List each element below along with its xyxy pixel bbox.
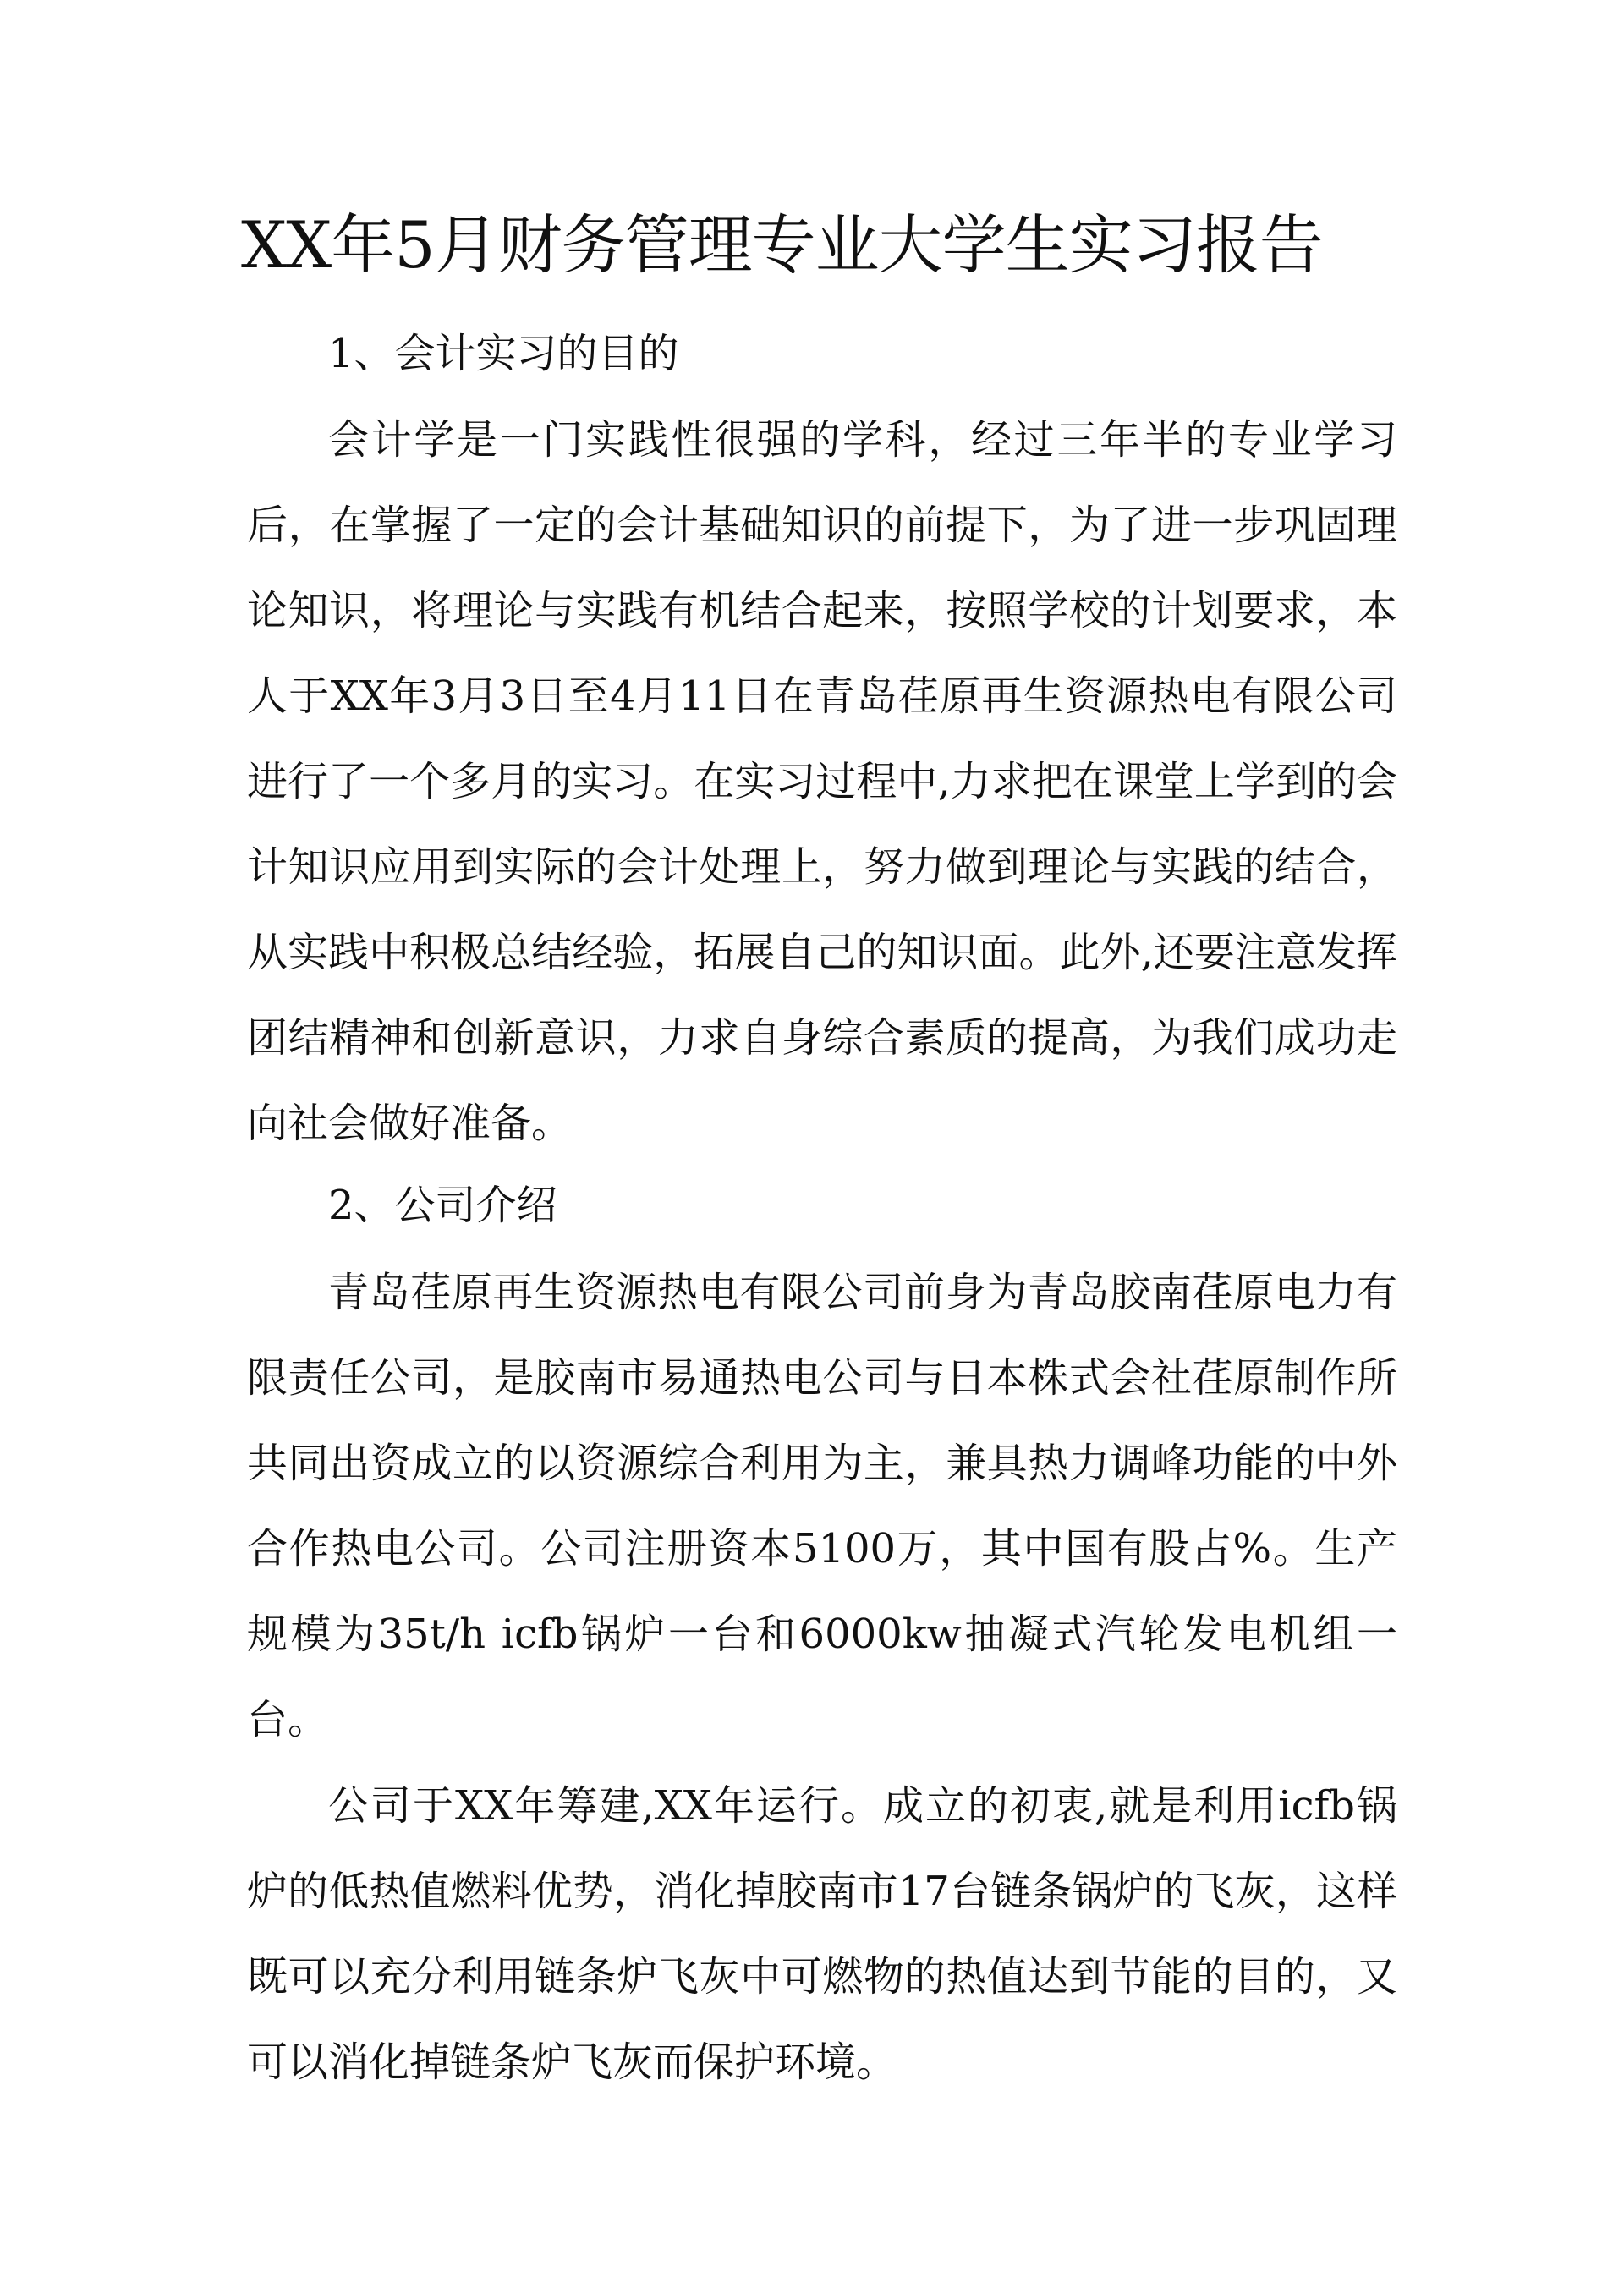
section-heading-text: 2、公司介绍 — [328, 1182, 557, 1229]
paragraph: 会计学是一门实践性很强的学科，经过三年半的专业学习后，在掌握了一定的会计基础知识的前提下，为了进一步巩固理论知识，将理论与实践有机结合起来，按照学校的计划要求，本人于XX年3月3日至4月11日在青岛荏原再生资源热电有限公司进行了一个多月的实习。在实习过程中,力求把在课堂上学到的会计知识应用到实际的会计处理上，努力做到理论与实践的结合，从实践中积极总结经验，拓展自己的知识面。此外,还要注意发挥团结精神和创新意识，力求自身综合素质的提高，为我们成功走向社会做好准备。 — [247, 416, 1397, 1147]
section-1-body — [247, 398, 1397, 1166]
paragraph: 公司于XX年筹建,XX年运行。成立的初衷,就是利用icfb锅炉的低热值燃料优势，消化掉胶南市17台链条锅炉的飞灰，这样既可以充分利用链条炉飞灰中可燃物的热值达到节能的目的，又可以消化掉链条炉飞灰而保护环境。 — [247, 1782, 1397, 2086]
section-2-body-para-1 — [247, 1250, 1397, 1763]
document-title: XX年5月财务管理专业大学生实习报告 — [241, 207, 1323, 283]
section-2-body-para-2 — [247, 1764, 1397, 2105]
section-heading-text: 1、会计实习的目的 — [328, 330, 679, 377]
paragraph: 青岛荏原再生资源热电有限公司前身为青岛胶南荏原电力有限责任公司，是胶南市易通热电公司与日本株式会社荏原制作所共同出资成立的以资源综合利用为主，兼具热力调峰功能的中外合作热电公司。公司注册资本5100万，其中国有股占%。生产规模为35t/h icfb锅炉一台和6000kw抽凝式汽轮发电机组一台。 — [247, 1269, 1397, 1743]
section-heading-2 — [247, 1163, 1397, 1249]
section-heading-1 — [247, 311, 1397, 397]
